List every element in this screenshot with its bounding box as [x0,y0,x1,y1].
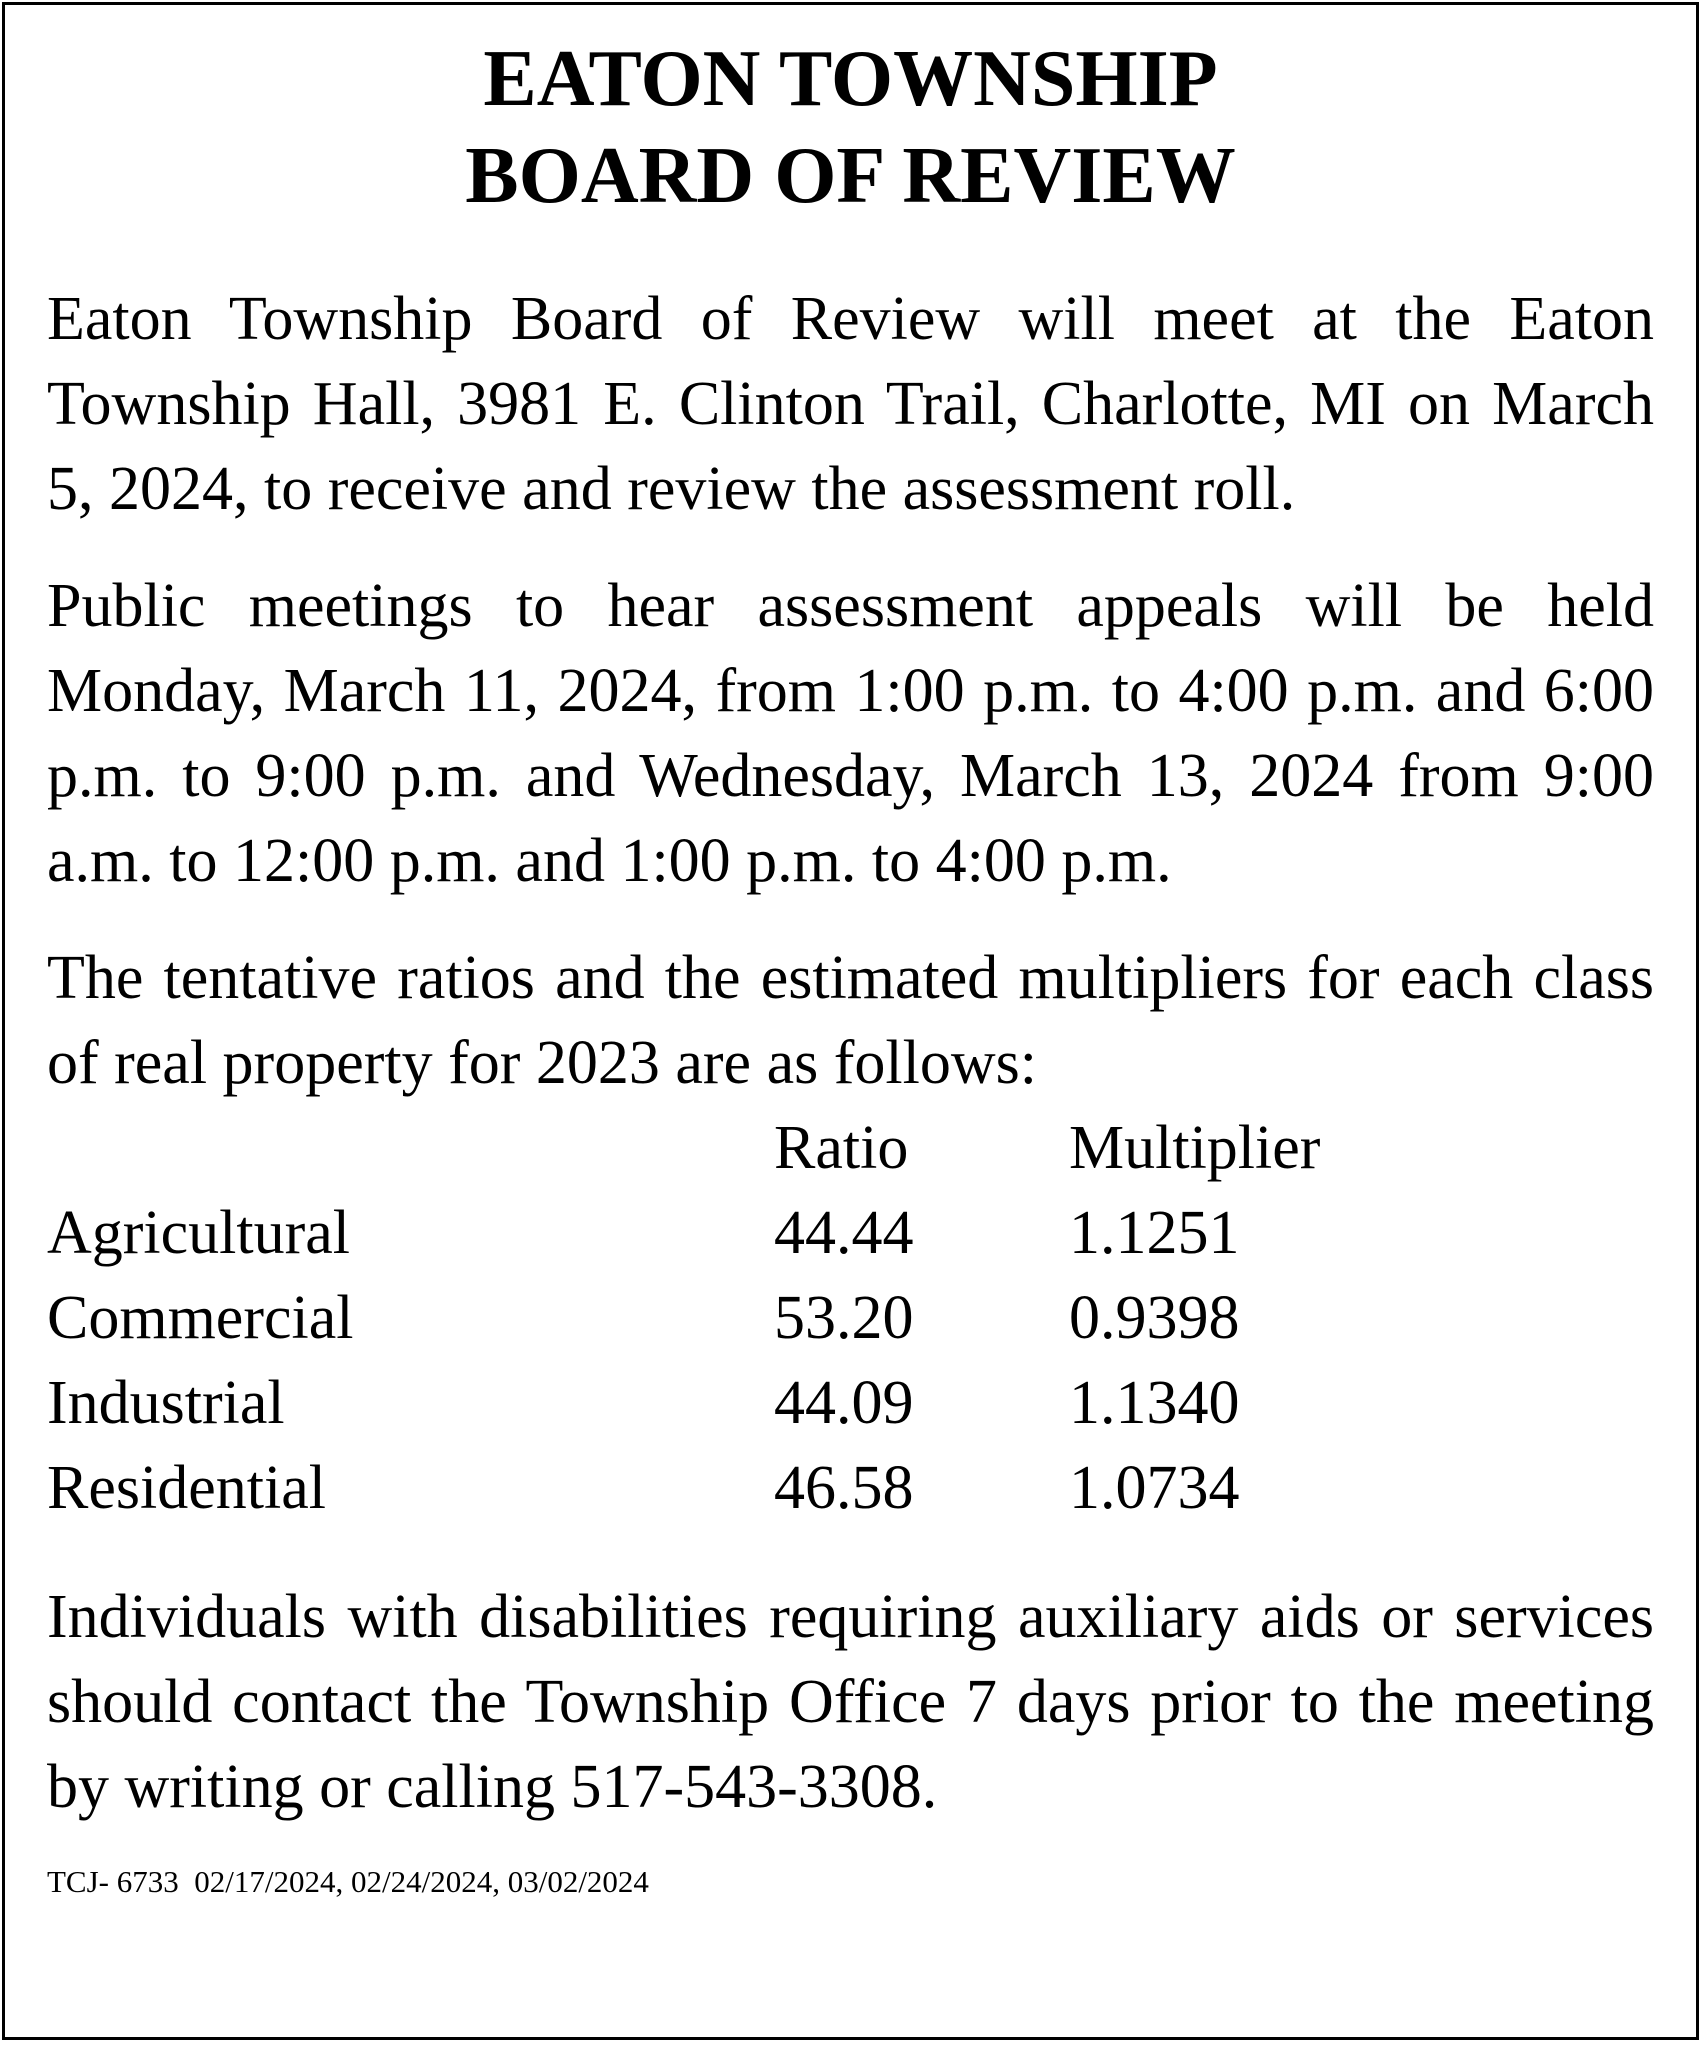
title-line-1: EATON TOWNSHIP [483,35,1218,123]
publication-footer: TCJ- 6733 02/17/2024, 02/24/2024, 03/02/2024 [47,1864,649,1899]
row-multiplier: 1.0734 [1069,1454,1240,1522]
row-multiplier: 1.1251 [1069,1199,1240,1267]
ratios-table [47,1106,1469,1531]
table-row [47,1361,1469,1446]
row-ratio: 53.20 [774,1284,914,1352]
accessibility-paragraph: Individuals with disabilities requiring auxiliary aids or services should contact the Township Office 7 days prior to the meeting by writing or calling 517-543-3308. [47,1583,1654,1821]
row-class: Commercial [47,1284,354,1352]
header-class [47,1106,774,1191]
header-multiplier: Multiplier [1069,1114,1321,1182]
table-row [47,1191,1469,1276]
row-class: Agricultural [47,1199,351,1267]
row-ratio: 44.44 [774,1199,914,1267]
table-row [47,1446,1469,1531]
row-multiplier: 1.1340 [1069,1369,1240,1437]
ratios-intro-paragraph: The tentative ratios and the estimated multipliers for each class of real property for 2023 are as follows: [47,944,1654,1097]
appeals-paragraph: Public meetings to hear assessment appeals will be held Monday, March 11, 2024, from 1:00 p.m. to 4:00 p.m. and 6:00 p.m. to 9:00 p.m. and Wednesday, March 13, 2024 from 9:00 a.m. to 12:00 p.m. and 1:00 p.m. to 4:00 p.m. [47,572,1654,895]
row-class: Residential [47,1454,326,1522]
table-row [47,1276,1469,1361]
row-multiplier: 0.9398 [1069,1284,1240,1352]
notice-title [47,31,1654,225]
header-ratio: Ratio [774,1114,909,1182]
public-notice [2,2,1699,2040]
row-ratio: 46.58 [774,1454,914,1522]
title-line-2: BOARD OF REVIEW [465,132,1236,220]
meeting-paragraph: Eaton Township Board of Review will meet at the Eaton Township Hall, 3981 E. Clinton Trail, Charlotte, MI on March 5, 2024, to receive and review the assessment roll. [47,285,1654,523]
row-class: Industrial [47,1369,285,1437]
table-header-row [47,1106,1469,1191]
row-ratio: 44.09 [774,1369,914,1437]
